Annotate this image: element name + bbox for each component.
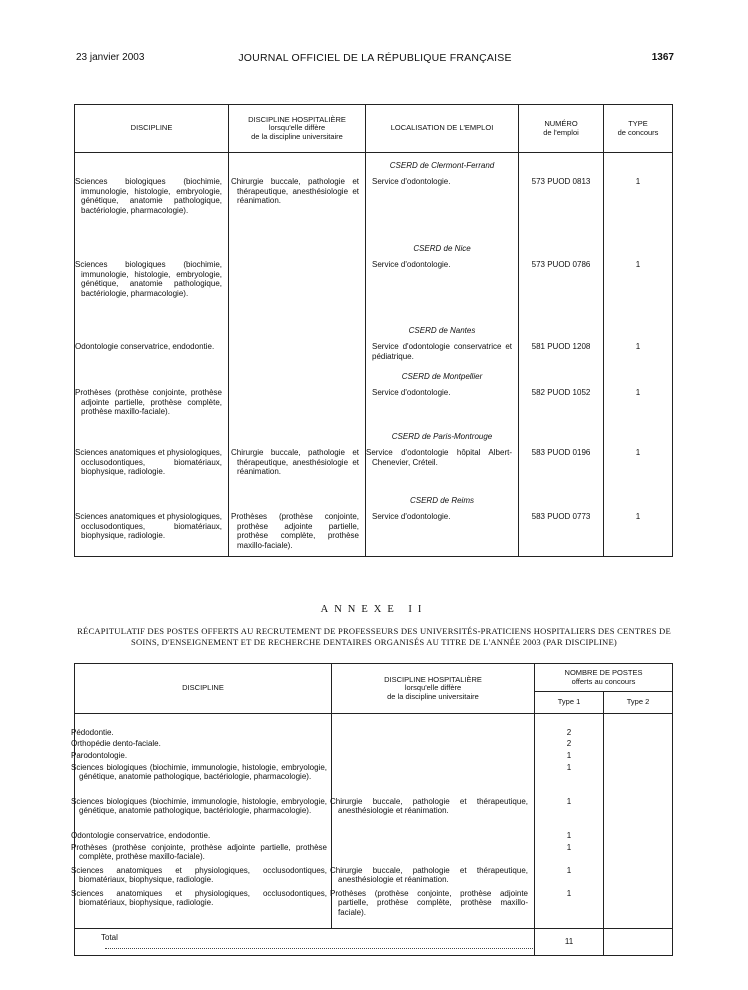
col-nombre-l1: NOMBRE DE POSTES: [564, 668, 643, 677]
service-cell: Service d'odontologie.: [366, 260, 519, 318]
hospitaliere-cell: Chirurgie buccale, pathologie et thérapeutique, anesthésiologie et réanimation.: [229, 177, 366, 236]
table-row: [75, 342, 673, 364]
type1-cell: 1: [535, 763, 604, 797]
col-localisation: LOCALISATION DE L'EMPLOI: [366, 105, 519, 153]
center-name: CSERD de Nice: [366, 236, 519, 260]
hospitaliere-cell: [332, 763, 535, 797]
type1-cell: 2: [535, 728, 604, 739]
discipline-cell: Sciences anatomiques et physiologiques, occlusodontiques, biomatériaux, biophysique, radiologie.: [75, 512, 229, 556]
total-row: [75, 929, 673, 956]
hospitaliere-cell: [229, 260, 366, 318]
type1-cell: 2: [535, 739, 604, 751]
col-hosp-l3: de la discipline universitaire: [387, 691, 479, 701]
type-cell: 1: [604, 177, 673, 236]
table-row: [75, 889, 673, 929]
type-cell: 1: [604, 512, 673, 556]
col-discipline: DISCIPLINE: [75, 664, 332, 714]
total-type1: 11: [535, 929, 604, 956]
discipline-cell: Sciences biologiques (biochimie, immunologie, histologie, embryologie, génétique, anatomie pathologique, bactériologie, pharmacologie).: [75, 260, 229, 318]
center-name: CSERD de Clermont-Ferrand: [366, 153, 519, 178]
table-row: [75, 866, 673, 889]
summary-table: [71, 663, 673, 956]
type1-cell: 1: [535, 831, 604, 843]
col-type: [604, 105, 673, 153]
discipline-cell: Sciences anatomiques et physiologiques, occlusodontiques, biomatériaux, biophysique, radiologie.: [75, 866, 332, 889]
table-row: [75, 260, 673, 318]
type2-cell: [604, 866, 673, 889]
hospitaliere-cell: Chirurgie buccale, pathologie et thérapeutique, anesthésiologie et réanimation.: [332, 866, 535, 889]
type2-cell: [604, 831, 673, 843]
recap-title: RÉCAPITULATIF DES POSTES OFFERTS AU RECRUTEMENT DE PROFESSEURS DES UNIVERSITÉS-PRATICIENS HOSPITALIERS DES CENTRES DE SOINS, D'ENSEIGNEMENT ET DE RECHERCHE DENTAIRES ORGANISÉS AU TITRE DE L'ANNÉE 2003 (PAR DISCIPLINE): [77, 626, 671, 647]
table-row: [75, 512, 673, 556]
type1-cell: 1: [535, 751, 604, 763]
discipline-cell: Odontologie conservatrice, endodontie.: [75, 342, 229, 364]
type1-cell: 1: [535, 843, 604, 866]
hospitaliere-cell: Prothèses (prothèse conjointe, prothèse adjointe partielle, prothèse complète, prothèse maxillo-faciale).: [332, 889, 535, 929]
hospitaliere-cell: Chirurgie buccale, pathologie et thérapeutique, anesthésiologie et réanimation.: [229, 448, 366, 488]
col-numero-l2: de l'emploi: [543, 127, 579, 137]
hospitaliere-cell: [332, 751, 535, 763]
type2-cell: [604, 797, 673, 831]
table-row: [75, 739, 673, 751]
col-hospitaliere: [229, 105, 366, 153]
table-row: [75, 177, 673, 236]
center-name: CSERD de Paris-Montrouge: [366, 424, 519, 448]
posts-table: [74, 104, 673, 557]
discipline-cell: Sciences anatomiques et physiologiques, occlusodontiques, biomatériaux, biophysique, radiologie.: [75, 889, 332, 929]
type2-cell: [604, 739, 673, 751]
numero-cell: 573 PUOD 0813: [519, 177, 604, 236]
center-name: CSERD de Reims: [366, 488, 519, 512]
service-cell: Service d'odontologie.: [366, 512, 519, 556]
type-cell: 1: [604, 260, 673, 318]
col-hosp-l3: de la discipline universitaire: [251, 131, 343, 141]
type-cell: 1: [604, 388, 673, 424]
table-row: [75, 751, 673, 763]
page-number: 1367: [651, 52, 674, 63]
type1-cell: 1: [535, 866, 604, 889]
col-type2: Type 2: [604, 692, 673, 714]
type2-cell: [604, 763, 673, 797]
discipline-cell: Prothèses (prothèse conjointe, prothèse adjointe partielle, prothèse complète, prothèse maxillo-faciale).: [75, 388, 229, 424]
hospitaliere-cell: [332, 843, 535, 866]
discipline-cell: Odontologie conservatrice, endodontie.: [75, 831, 332, 843]
service-cell: Service d'odontologie conservatrice et pédiatrique.: [366, 342, 519, 364]
table-row: [75, 388, 673, 424]
annexe-title: ANNEXE II: [320, 604, 428, 615]
service-cell: Service d'odontologie.: [366, 177, 519, 236]
table-row: [75, 843, 673, 866]
page-header: [76, 52, 674, 68]
discipline-cell: Orthopédie dento-faciale.: [75, 739, 332, 751]
table-row: [75, 728, 673, 739]
numero-cell: 582 PUOD 1052: [519, 388, 604, 424]
col-nombre-l2: offerts au concours: [571, 676, 636, 686]
type-cell: 1: [604, 342, 673, 364]
total-type2: [604, 929, 673, 956]
col-hosp-l2: lorsqu'elle diffère: [268, 123, 326, 133]
header-title: JOURNAL OFFICIEL DE LA RÉPUBLIQUE FRANÇAISE: [238, 52, 512, 64]
type-cell: 1: [604, 448, 673, 488]
discipline-cell: Parodontologie.: [75, 751, 332, 763]
discipline-cell: Pédodontie.: [75, 728, 332, 739]
numero-cell: 583 PUOD 0773: [519, 512, 604, 556]
col-hospitaliere: [332, 664, 535, 714]
discipline-cell: Sciences biologiques (biochimie, immunologie, histologie, embryologie, génétique, anatomie pathologique, bactériologie, pharmacologie).: [75, 763, 332, 797]
total-label-cell: [75, 929, 535, 956]
hospitaliere-cell: [332, 728, 535, 739]
discipline-cell: Sciences anatomiques et physiologiques, occlusodontiques, biomatériaux, biophysique, radiologie.: [75, 448, 229, 488]
hospitaliere-cell: [229, 388, 366, 424]
col-discipline: DISCIPLINE: [75, 105, 229, 153]
col-hosp-l1: DISCIPLINE HOSPITALIÈRE: [248, 114, 346, 124]
hospitaliere-cell: Prothèses (prothèse conjointe, prothèse adjointe partielle, prothèse complète, prothèse maxillo-faciale).: [229, 512, 366, 556]
numero-cell: 573 PUOD 0786: [519, 260, 604, 318]
col-numero: [519, 105, 604, 153]
col-hosp-l1: DISCIPLINE HOSPITALIÈRE: [384, 674, 482, 684]
numero-cell: 583 PUOD 0196: [519, 448, 604, 488]
discipline-cell: Sciences biologiques (biochimie, immunologie, histologie, embryologie, génétique, anatomie pathologique, bactériologie, pharmacologie).: [75, 177, 229, 236]
col-nombre: [535, 664, 673, 692]
type2-cell: [604, 889, 673, 929]
discipline-cell: Prothèses (prothèse conjointe, prothèse adjointe partielle, prothèse complète, prothèse maxillo-faciale).: [75, 843, 332, 866]
type1-cell: 1: [535, 889, 604, 929]
type1-cell: 1: [535, 797, 604, 831]
leader-dots: [105, 942, 533, 949]
hospitaliere-cell: [332, 831, 535, 843]
header-date: 23 janvier 2003: [76, 52, 145, 63]
hospitaliere-cell: Chirurgie buccale, pathologie et thérapeutique, anesthésiologie et réanimation.: [332, 797, 535, 831]
col-type-l2: de concours: [617, 127, 659, 137]
table-row: [75, 831, 673, 843]
type2-cell: [604, 843, 673, 866]
table-row: [75, 763, 673, 797]
center-name: CSERD de Montpellier: [366, 364, 519, 388]
col-type1: Type 1: [535, 692, 604, 714]
table-row: [75, 448, 673, 488]
total-label: Total: [101, 932, 118, 942]
type2-cell: [604, 751, 673, 763]
col-hosp-l2: lorsqu'elle diffère: [404, 683, 462, 693]
col-numero-l1: NUMÉRO: [544, 119, 578, 128]
col-type-l1: TYPE: [628, 119, 648, 128]
hospitaliere-cell: [229, 342, 366, 364]
service-cell: Service d'odontologie hôpital Albert-Chenevier, Créteil.: [366, 448, 519, 488]
hospitaliere-cell: [332, 739, 535, 751]
center-name: CSERD de Nantes: [366, 318, 519, 342]
numero-cell: 581 PUOD 1208: [519, 342, 604, 364]
service-cell: Service d'odontologie.: [366, 388, 519, 424]
type2-cell: [604, 728, 673, 739]
table-row: [75, 797, 673, 831]
discipline-cell: Sciences biologiques (biochimie, immunologie, histologie, embryologie, génétique, anatomie pathologique, bactériologie, pharmacologie).: [75, 797, 332, 831]
